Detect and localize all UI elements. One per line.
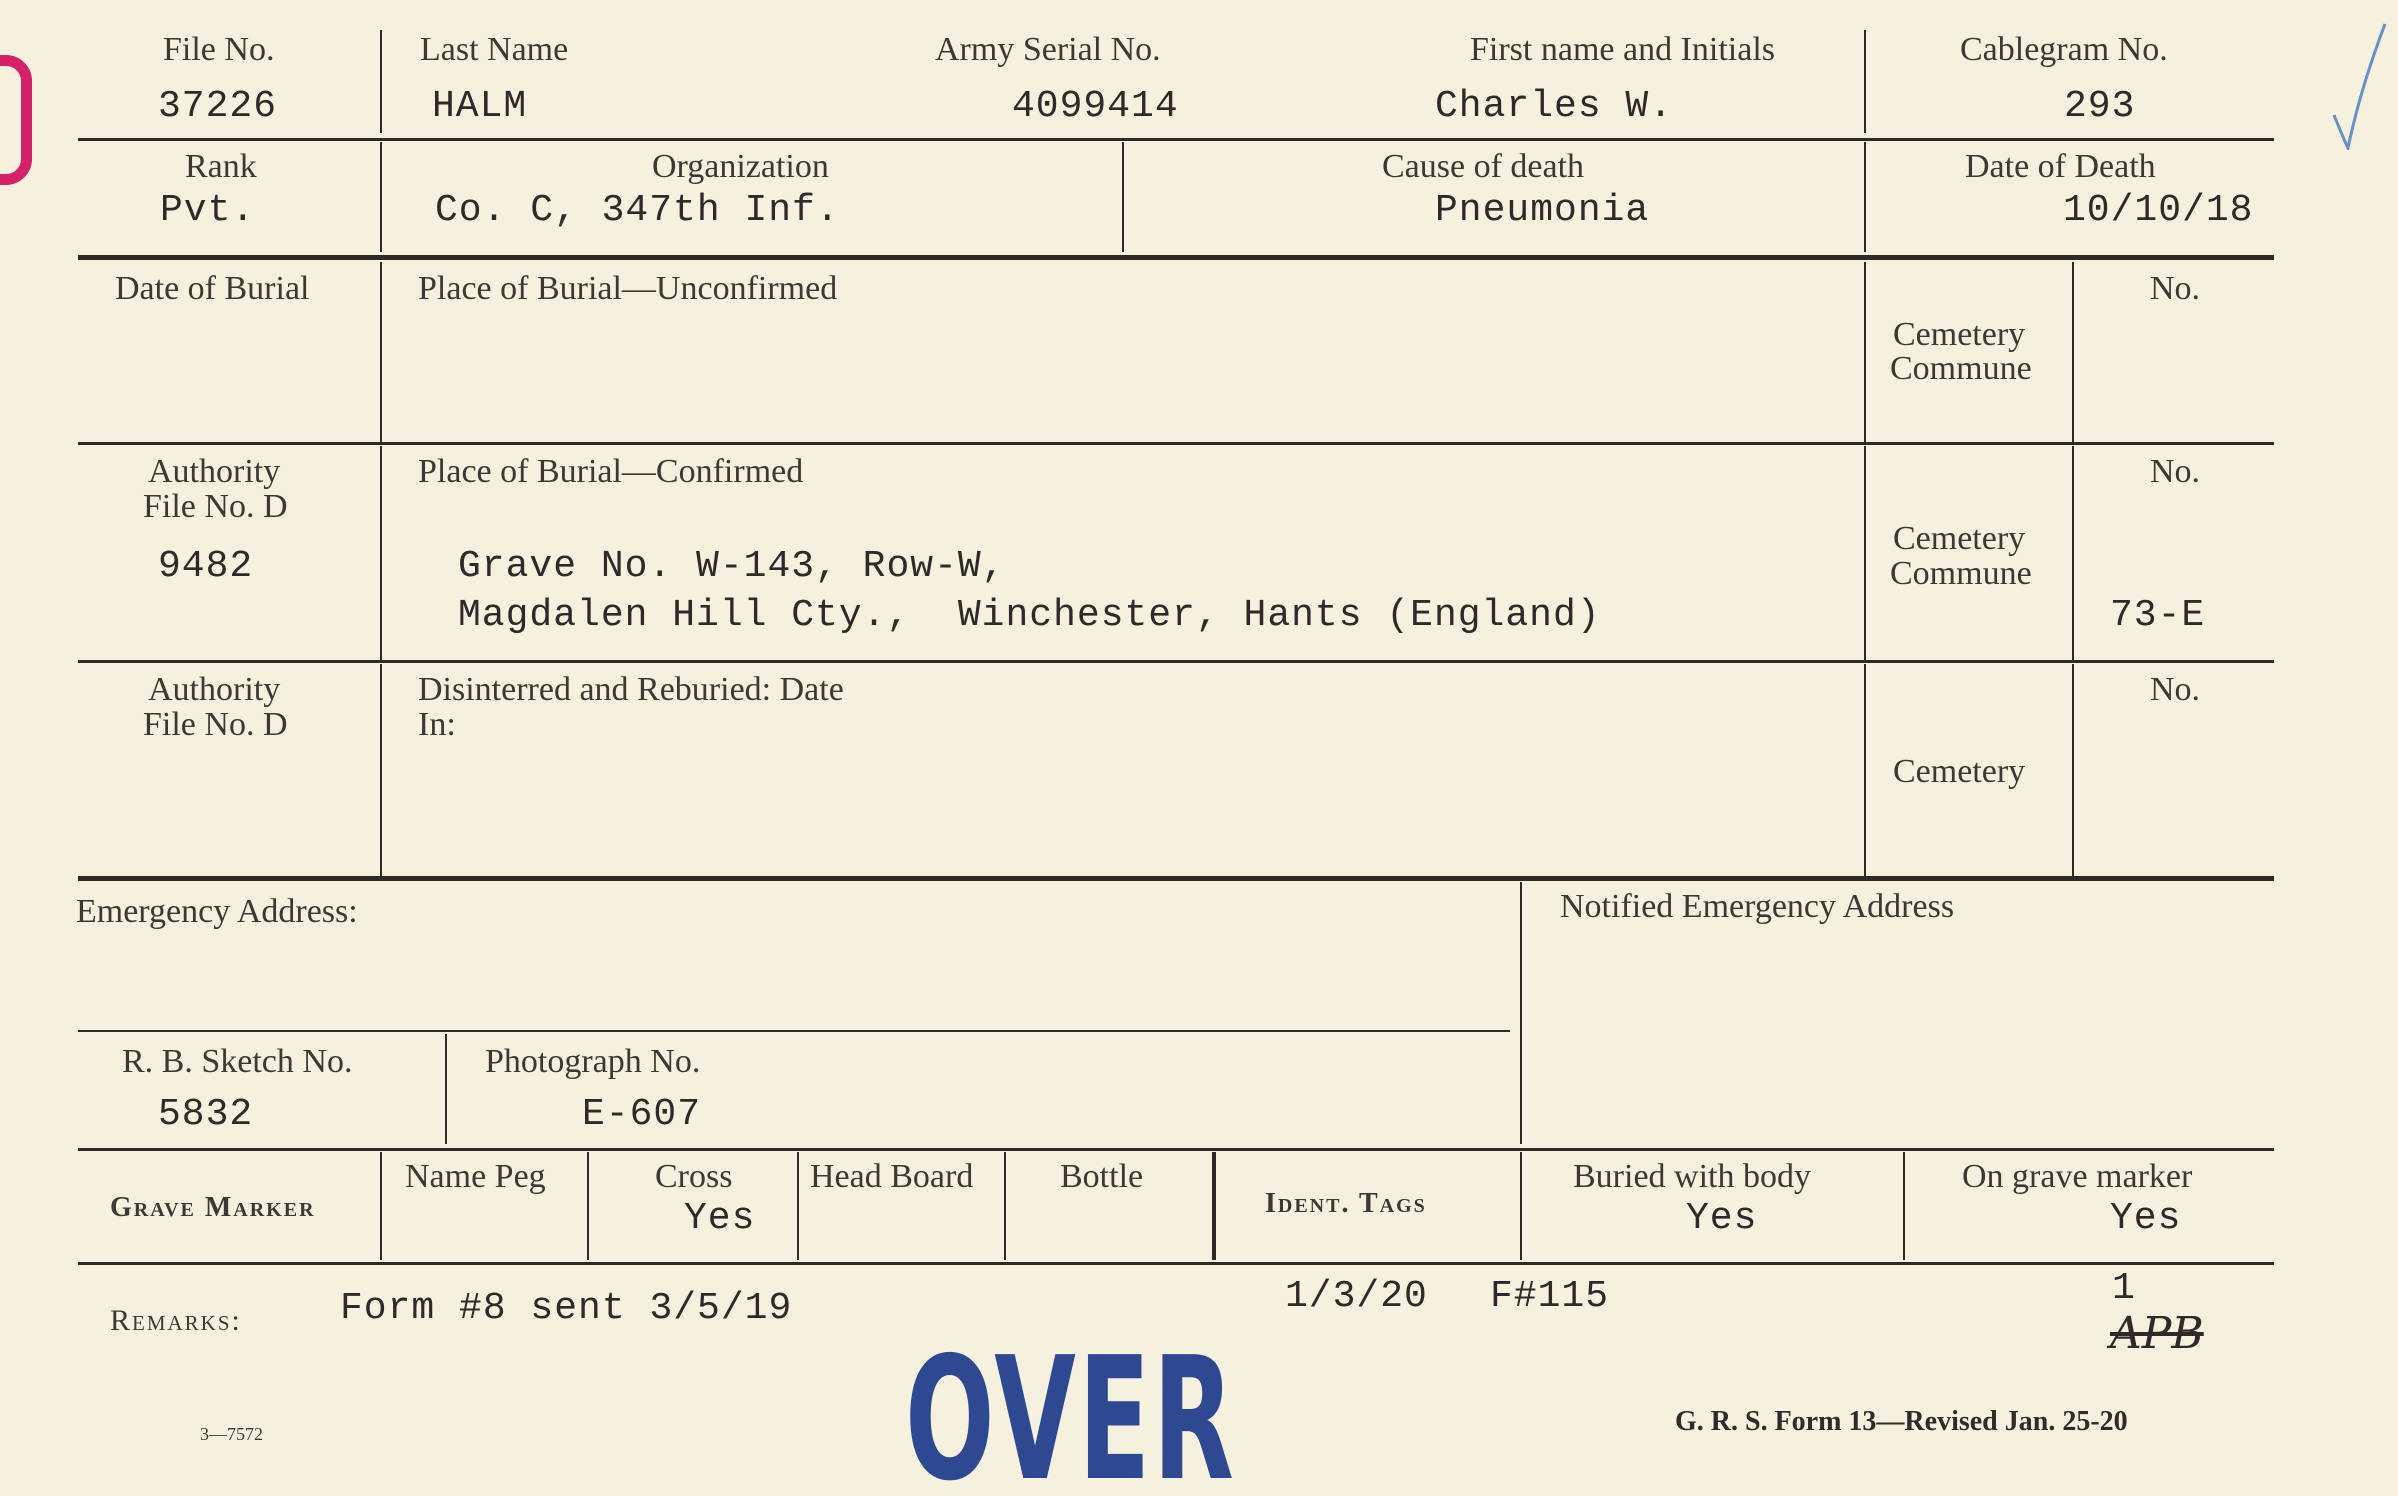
photograph-no-value: E-607 [582, 1093, 702, 1136]
photograph-no-label: Photograph No. [485, 1043, 701, 1080]
bottle-label: Bottle [1060, 1158, 1144, 1195]
reburied-in-label: In: [418, 706, 456, 743]
remarks-label: Remarks: [110, 1304, 242, 1337]
file-no-value: 37226 [158, 85, 278, 128]
rule [78, 1262, 2274, 1265]
remarks-text: Form #8 sent 3/5/19 [340, 1287, 793, 1330]
authority-file-label: File No. D [143, 706, 288, 743]
divider [1520, 882, 1522, 1144]
cablegram-value: 293 [2064, 85, 2136, 128]
date-of-death-label: Date of Death [1965, 148, 2156, 185]
rule [78, 660, 2274, 663]
over-stamp: OVER [905, 1321, 1237, 1496]
divider [2072, 664, 2074, 876]
divider [380, 262, 382, 442]
rank-label: Rank [185, 148, 257, 185]
divider [1864, 30, 1866, 133]
divider [1864, 664, 1866, 876]
disinterred-label: Disinterred and Reburied: Date [418, 671, 844, 708]
divider [1864, 262, 1866, 442]
place-unconfirmed-label: Place of Burial—Unconfirmed [418, 270, 838, 307]
organization-label: Organization [652, 148, 829, 185]
army-serial-label: Army Serial No. [935, 31, 1161, 68]
cemetery-label: Cemetery [1893, 316, 2026, 353]
divider [380, 446, 382, 660]
divider [2072, 262, 2074, 442]
commune-label: Commune [1890, 350, 2032, 387]
name-peg-label: Name Peg [405, 1158, 546, 1195]
rule [78, 442, 2274, 445]
divider [1864, 142, 1866, 252]
divider [380, 1152, 382, 1260]
no-label: No. [2150, 270, 2201, 307]
grave-marker-label: Grave Marker [110, 1192, 316, 1223]
cablegram-label: Cablegram No. [1960, 31, 2168, 68]
date-of-burial-label: Date of Burial [115, 270, 310, 307]
divider [380, 30, 382, 133]
rule [78, 1148, 2274, 1151]
divider [380, 142, 382, 252]
buried-with-body-value: Yes [1686, 1197, 1758, 1240]
organization-value: Co. C, 347th Inf. [435, 189, 840, 232]
authority-file-label: File No. D [143, 488, 288, 525]
no-label: No. [2150, 671, 2201, 708]
place-confirmed-label: Place of Burial—Confirmed [418, 453, 804, 490]
last-name-label: Last Name [420, 31, 569, 68]
grave-line-1: Grave No. W-143, Row-W, [458, 545, 1006, 588]
army-serial-value: 4099414 [1012, 85, 1179, 128]
corner-number: 1 [2112, 1267, 2136, 1310]
rank-value: Pvt. [160, 189, 256, 232]
on-grave-marker-label: On grave marker [1962, 1158, 2193, 1195]
divider [1903, 1152, 1905, 1260]
commune-label: Commune [1890, 555, 2032, 592]
no-label: No. [2150, 453, 2201, 490]
divider [380, 664, 382, 876]
rule [78, 138, 2274, 141]
cross-label: Cross [655, 1158, 733, 1195]
rule [78, 876, 2274, 881]
cemetery-no-value: 73-E [2110, 594, 2206, 637]
rule [78, 255, 2274, 260]
remarks-date: 1/3/20 [1285, 1275, 1428, 1318]
first-name-label: First name and Initials [1470, 31, 1776, 68]
on-grave-marker-value: Yes [2110, 1197, 2182, 1240]
divider [1520, 1152, 1522, 1260]
authority-label: Authority [148, 671, 281, 708]
first-name-value: Charles W. [1435, 85, 1674, 128]
sketch-no-value: 5832 [158, 1093, 254, 1136]
last-name-value: HALM [432, 85, 528, 128]
cause-of-death-label: Cause of death [1382, 148, 1585, 185]
divider [2072, 446, 2074, 660]
divider [1122, 142, 1124, 252]
file-no-label: File No. [163, 31, 275, 68]
divider [445, 1034, 447, 1144]
cross-value: Yes [684, 1197, 756, 1240]
handwritten-initials: APB [2110, 1308, 2204, 1359]
red-stamp-mark [0, 55, 32, 185]
sketch-no-label: R. B. Sketch No. [122, 1043, 353, 1080]
grave-line-2: Magdalen Hill Cty., Winchester, Hants (England) [458, 594, 1601, 637]
ident-tags-label: Ident. Tags [1265, 1188, 1427, 1219]
form-name: G. R. S. Form 13—Revised Jan. 25-20 [1675, 1406, 2128, 1437]
authority-file-no: 9482 [158, 545, 254, 588]
divider [1864, 446, 1866, 660]
authority-label: Authority [148, 453, 281, 490]
cemetery-label: Cemetery [1893, 753, 2026, 790]
buried-with-body-label: Buried with body [1573, 1158, 1811, 1195]
cemetery-label: Cemetery [1893, 520, 2026, 557]
head-board-label: Head Board [810, 1158, 974, 1195]
divider [1212, 1152, 1216, 1260]
remarks-form-no: F#115 [1490, 1275, 1610, 1318]
print-code: 3—7572 [200, 1424, 263, 1444]
rule [78, 1030, 1510, 1032]
divider [797, 1152, 799, 1260]
divider [1004, 1152, 1006, 1260]
emergency-address-label: Emergency Address: [76, 893, 358, 930]
divider [587, 1152, 589, 1260]
cause-of-death-value: Pneumonia [1435, 189, 1650, 232]
date-of-death-value: 10/10/18 [2063, 189, 2254, 232]
notified-emergency-label: Notified Emergency Address [1560, 888, 1955, 925]
checkmark-icon [2330, 20, 2390, 150]
